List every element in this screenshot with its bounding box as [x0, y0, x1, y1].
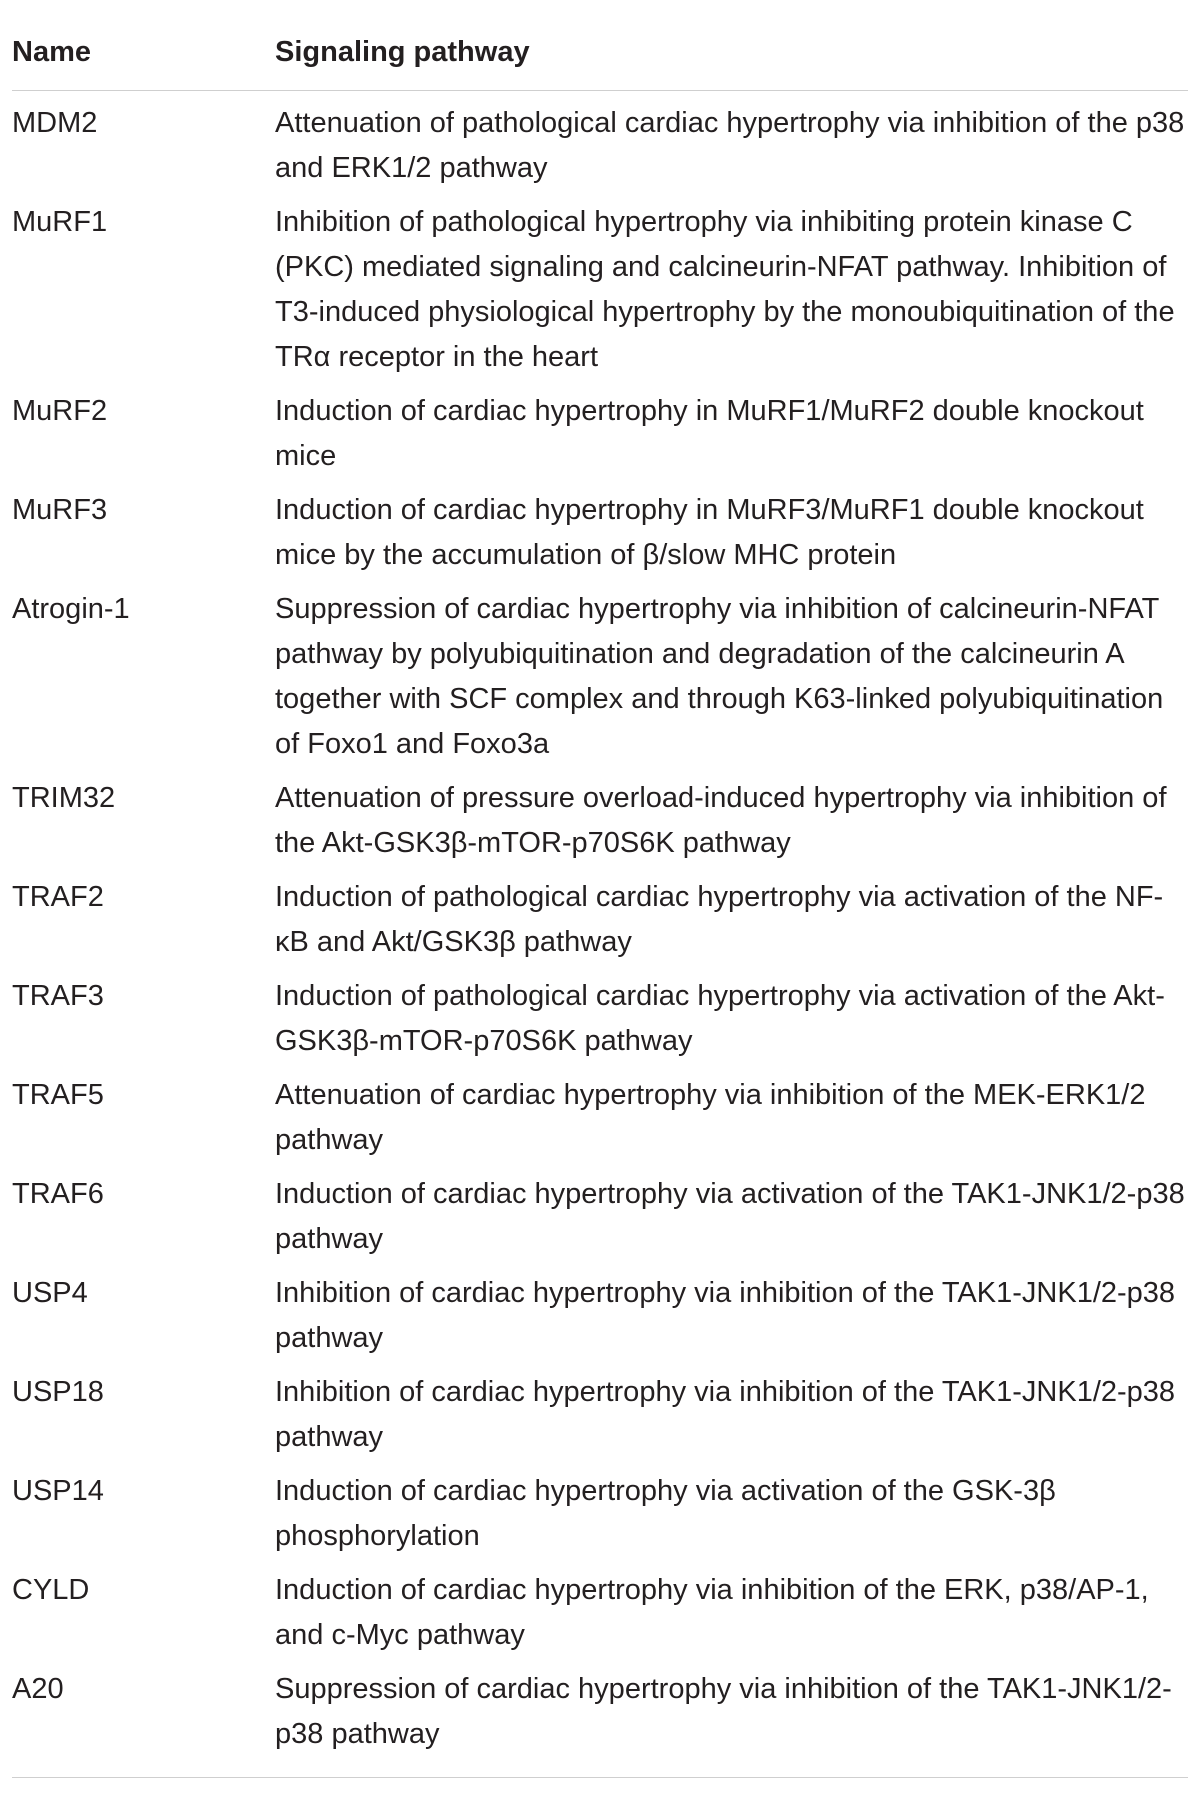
cell-name: MuRF1 [12, 206, 108, 238]
table-row [12, 1073, 1188, 1172]
table-row [12, 776, 1188, 875]
cell-pathway: Induction of cardiac hypertrophy in MuRF3/MuRF1 double knockout mice by the accumulation of β/slow MHC protein [275, 494, 1144, 571]
cell-pathway: Induction of pathological cardiac hypertrophy via activation of the NF-κB and Akt/GSK3β pathway [275, 881, 1164, 958]
cell-pathway: Induction of cardiac hypertrophy via activation of the TAK1-JNK1/2-p38 pathway [275, 1178, 1185, 1255]
cell-name: TRAF6 [12, 1178, 104, 1210]
cell-pathway: Inhibition of pathological hypertrophy via inhibiting protein kinase C (PKC) mediated signaling and calcineurin-NFAT pathway. Inhibition of T3-induced physiological hypertrophy by the monoubiquitination of the TRα receptor in the heart [275, 206, 1175, 373]
table-row [12, 875, 1188, 974]
cell-pathway: Attenuation of cardiac hypertrophy via inhibition of the MEK-ERK1/2 pathway [275, 1079, 1146, 1156]
cell-pathway: Induction of cardiac hypertrophy via activation of the GSK-3β phosphorylation [275, 1475, 1056, 1552]
cell-name: A20 [12, 1667, 275, 1778]
cell-pathway: Suppression of cardiac hypertrophy via inhibition of the TAK1-JNK1/2-p38 pathway [275, 1667, 1188, 1778]
cell-name: TRAF5 [12, 1079, 104, 1111]
cell-name: MDM2 [12, 107, 98, 139]
cell-name: USP14 [12, 1475, 104, 1507]
cell-pathway: Attenuation of pathological cardiac hypertrophy via inhibition of the p38 and ERK1/2 pathway [275, 107, 1185, 184]
cell-name: TRAF3 [12, 980, 104, 1012]
cell-name: Atrogin-1 [12, 593, 130, 625]
cell-pathway: Induction of pathological cardiac hypertrophy via activation of the Akt-GSK3β-mTOR-p70S6K pathway [275, 980, 1165, 1057]
cell-pathway: Induction of cardiac hypertrophy in MuRF1/MuRF2 double knockout mice [275, 395, 1144, 472]
table-row [12, 1271, 1188, 1370]
cell-pathway: Attenuation of pressure overload-induced hypertrophy via inhibition of the Akt-GSK3β-mTOR-p70S6K pathway [275, 782, 1167, 859]
cell-pathway: Suppression of cardiac hypertrophy via inhibition of calcineurin-NFAT pathway by polyubiquitination and degradation of the calcineurin A together with SCF complex and through K63-linked polyubiquitination of Foxo1 and Foxo3a [275, 593, 1164, 760]
cell-name: USP18 [12, 1376, 104, 1408]
signaling-pathway-table [12, 0, 1188, 1778]
table-row [12, 1667, 1188, 1778]
table-row [12, 1568, 1188, 1667]
table-row [12, 1172, 1188, 1271]
table-row [12, 200, 1188, 389]
table-row [12, 587, 1188, 776]
header-name: Name [12, 0, 275, 91]
cell-name: TRIM32 [12, 782, 116, 814]
table-row [12, 974, 1188, 1073]
table-row [12, 1370, 1188, 1469]
cell-pathway: Induction of cardiac hypertrophy via inhibition of the ERK, p38/AP-1, and c-Myc pathway [275, 1574, 1149, 1651]
cell-pathway: Inhibition of cardiac hypertrophy via inhibition of the TAK1-JNK1/2-p38 pathway [275, 1277, 1176, 1354]
table-row [12, 389, 1188, 488]
table-header-row [12, 0, 1188, 91]
cell-pathway: Inhibition of cardiac hypertrophy via inhibition of the TAK1-JNK1/2-p38 pathway [275, 1376, 1176, 1453]
header-signaling-pathway: Signaling pathway [275, 0, 1188, 91]
cell-name: TRAF2 [12, 881, 104, 913]
table-row [12, 91, 1188, 201]
cell-name: MuRF3 [12, 494, 108, 526]
cell-name: CYLD [12, 1574, 90, 1606]
table-row [12, 488, 1188, 587]
signaling-table-container [12, 0, 1188, 1778]
cell-name: USP4 [12, 1277, 88, 1309]
cell-name: MuRF2 [12, 395, 108, 427]
table-row [12, 1469, 1188, 1568]
